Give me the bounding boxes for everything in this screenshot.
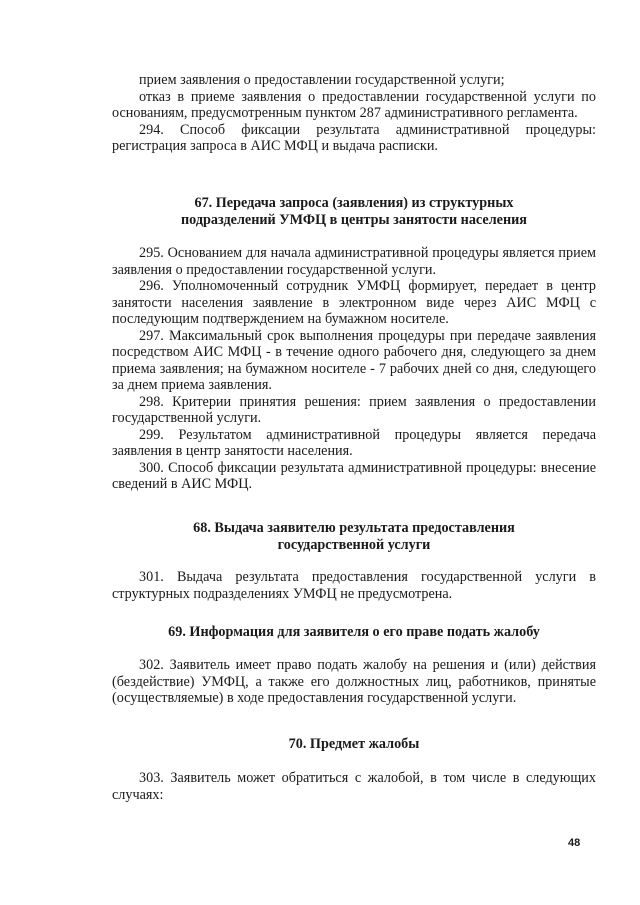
paragraph: 294. Способ фиксации результата административной процедуры: регистрация запроса в АИС МФЦ и выдача расписки. — [112, 121, 596, 154]
section-heading-69 — [112, 624, 596, 641]
section-70-body — [112, 770, 596, 803]
heading-line: 67. Передача запроса (заявления) из структурных — [194, 195, 514, 211]
paragraph: прием заявления о предоставлении государственной услуги; — [139, 72, 505, 88]
heading-line: подразделений УМФЦ в центры занятости населения — [181, 212, 527, 228]
section-69-body — [112, 657, 596, 707]
paragraph: 302. Заявитель имеет право подать жалобу на решения и (или) действия (бездействие) УМФЦ, а также его должностных лиц, работников, принятые (осуществляемые) в ходе предоставления государственной услуги. — [112, 657, 596, 706]
page-number: 48 — [568, 837, 581, 849]
section-67-body — [112, 245, 596, 493]
heading-line: 70. Предмет жалобы — [288, 736, 420, 752]
heading-line: государственной услуги — [277, 537, 431, 553]
intro-block — [112, 72, 596, 155]
heading-line: 68. Выдача заявителю результата предоставления — [193, 520, 515, 536]
section-heading-70 — [112, 736, 596, 753]
heading-line: 69. Информация для заявителя о его праве подать жалобу — [168, 624, 540, 640]
paragraph: 295. Основанием для начала административной процедуры является прием заявления о предоставлении государственной услуги. — [112, 245, 596, 278]
section-heading-68 — [112, 520, 596, 554]
section-heading-67 — [112, 195, 596, 229]
paragraph: 299. Результатом административной процедуры является передача заявления в центр занятости населения. — [112, 426, 596, 459]
paragraph: 300. Способ фиксации результата административной процедуры: внесение сведений в АИС МФЦ. — [112, 459, 596, 492]
paragraph: 296. Уполномоченный сотрудник УМФЦ формирует, передает в центр занятости населения заявление в электронном виде через АИС МФЦ с последующим подтверждением на бумажном носителе. — [112, 278, 596, 327]
paragraph: 301. Выдача результата предоставления государственной услуги в структурных подразделениях УМФЦ не предусмотрена. — [112, 569, 596, 602]
paragraph: 298. Критерии принятия решения: прием заявления о предоставлении государственной услуги. — [112, 393, 596, 426]
section-68-body — [112, 569, 596, 602]
paragraph: 303. Заявитель может обратиться с жалобой, в том числе в следующих случаях: — [112, 770, 596, 803]
paragraph: отказ в приеме заявления о предоставлении государственной услуги по основаниям, предусмотренным пунктом 287 административного регламента. — [112, 88, 596, 121]
paragraph: 297. Максимальный срок выполнения процедуры при передаче заявления посредством АИС МФЦ - в течение одного рабочего дня, следующего за днем приема заявления; на бумажном носителе - 7 рабочих дней со дня, следующего за днем приема заявления. — [112, 327, 596, 393]
